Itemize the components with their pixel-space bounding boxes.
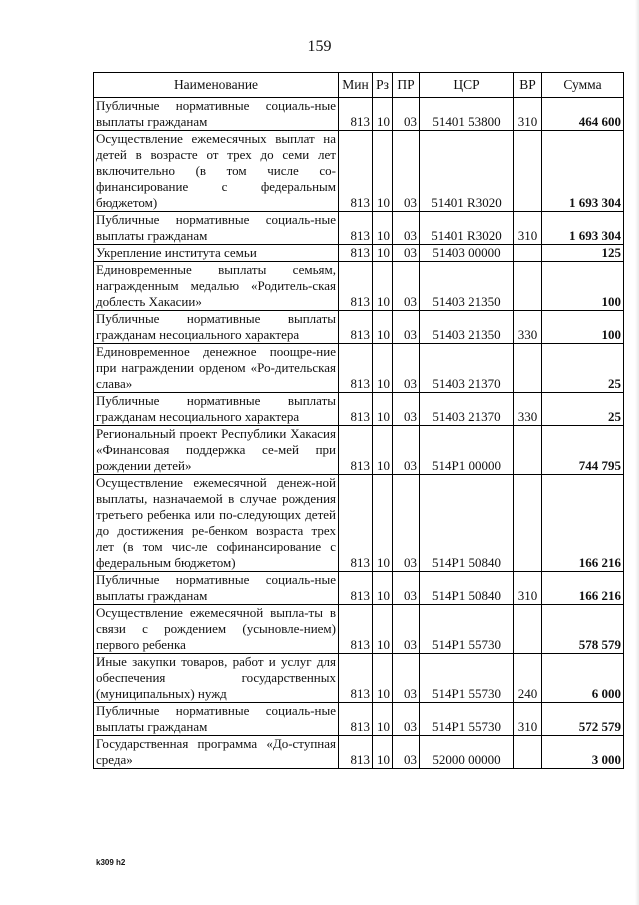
cell-name: Осуществление ежемесячных выплат на детей в возрасте от трех до семи лет включительно (в том числе со-финансирование с федеральным бюджетом) (94, 131, 339, 212)
table-row (94, 131, 624, 212)
table-row (94, 703, 624, 736)
cell-rz: 10 (373, 654, 393, 703)
header-sum: Сумма (542, 73, 624, 98)
cell-vr: 310 (514, 572, 542, 605)
cell-rz: 10 (373, 736, 393, 769)
cell-vr (514, 426, 542, 475)
cell-csr: 51403 21350 (420, 311, 514, 344)
cell-csr: 52000 00000 (420, 736, 514, 769)
cell-csr: 51403 00000 (420, 245, 514, 262)
cell-pr: 03 (393, 703, 420, 736)
cell-sum: 1 693 304 (542, 212, 624, 245)
cell-pr: 03 (393, 475, 420, 572)
cell-name: Публичные нормативные социаль-ные выплаты гражданам (94, 212, 339, 245)
cell-csr: 514P1 50840 (420, 572, 514, 605)
cell-vr: 330 (514, 311, 542, 344)
cell-min: 813 (339, 245, 373, 262)
cell-name: Укрепление института семьи (94, 245, 339, 262)
table-row (94, 605, 624, 654)
cell-min: 813 (339, 344, 373, 393)
table-row (94, 212, 624, 245)
cell-rz: 10 (373, 262, 393, 311)
cell-min: 813 (339, 475, 373, 572)
footer-code: k309 h2 (96, 858, 126, 867)
cell-sum: 3 000 (542, 736, 624, 769)
cell-name: Единовременные выплаты семьям, награжденным медалью «Родитель-ская доблесть Хакасии» (94, 262, 339, 311)
cell-name: Публичные нормативные выплаты гражданам несоциального характера (94, 393, 339, 426)
cell-vr: 310 (514, 212, 542, 245)
cell-name: Публичные нормативные выплаты гражданам несоциального характера (94, 311, 339, 344)
cell-pr: 03 (393, 605, 420, 654)
cell-pr: 03 (393, 245, 420, 262)
table-row (94, 344, 624, 393)
cell-min: 813 (339, 311, 373, 344)
table-row (94, 572, 624, 605)
cell-rz: 10 (373, 131, 393, 212)
cell-csr: 51401 R3020 (420, 131, 514, 212)
cell-name: Осуществление ежемесячной выпла-ты в связи с рождением (усыновле-нием) первого ребенка (94, 605, 339, 654)
cell-vr: 330 (514, 393, 542, 426)
cell-min: 813 (339, 703, 373, 736)
cell-vr (514, 475, 542, 572)
cell-vr (514, 344, 542, 393)
page-number: 159 (307, 38, 332, 55)
cell-csr: 514P1 00000 (420, 426, 514, 475)
cell-sum: 100 (542, 311, 624, 344)
cell-vr (514, 605, 542, 654)
table-row (94, 262, 624, 311)
cell-min: 813 (339, 393, 373, 426)
cell-csr: 514P1 55730 (420, 605, 514, 654)
table-row (94, 475, 624, 572)
cell-vr (514, 736, 542, 769)
header-csr: ЦСР (420, 73, 514, 98)
cell-name: Государственная программа «До-ступная среда» (94, 736, 339, 769)
cell-rz: 10 (373, 475, 393, 572)
table-row (94, 245, 624, 262)
cell-min: 813 (339, 736, 373, 769)
cell-rz: 10 (373, 311, 393, 344)
cell-pr: 03 (393, 262, 420, 311)
cell-pr: 03 (393, 654, 420, 703)
cell-vr: 310 (514, 703, 542, 736)
cell-min: 813 (339, 212, 373, 245)
cell-sum: 1 693 304 (542, 131, 624, 212)
cell-sum: 125 (542, 245, 624, 262)
cell-sum: 25 (542, 344, 624, 393)
cell-name: Публичные нормативные социаль-ные выплаты гражданам (94, 98, 339, 131)
cell-min: 813 (339, 605, 373, 654)
cell-vr (514, 262, 542, 311)
header-vr: ВР (514, 73, 542, 98)
table-row (94, 311, 624, 344)
cell-rz: 10 (373, 393, 393, 426)
table-row (94, 654, 624, 703)
cell-csr: 51401 R3020 (420, 212, 514, 245)
cell-sum: 166 216 (542, 475, 624, 572)
cell-name: Иные закупки товаров, работ и услуг для обеспечения государственных (муниципальных) нужд (94, 654, 339, 703)
cell-pr: 03 (393, 311, 420, 344)
cell-sum: 100 (542, 262, 624, 311)
cell-csr: 514P1 50840 (420, 475, 514, 572)
cell-vr (514, 131, 542, 212)
cell-vr: 240 (514, 654, 542, 703)
table-body (94, 98, 624, 769)
cell-rz: 10 (373, 245, 393, 262)
cell-sum: 572 579 (542, 703, 624, 736)
cell-pr: 03 (393, 212, 420, 245)
cell-sum: 166 216 (542, 572, 624, 605)
cell-pr: 03 (393, 98, 420, 131)
cell-vr (514, 245, 542, 262)
cell-pr: 03 (393, 426, 420, 475)
table-row (94, 393, 624, 426)
header-name: Наименование (94, 73, 339, 98)
cell-csr: 51403 21350 (420, 262, 514, 311)
cell-rz: 10 (373, 98, 393, 131)
cell-sum: 25 (542, 393, 624, 426)
cell-rz: 10 (373, 703, 393, 736)
cell-pr: 03 (393, 736, 420, 769)
cell-vr: 310 (514, 98, 542, 131)
cell-rz: 10 (373, 572, 393, 605)
cell-csr: 51403 21370 (420, 393, 514, 426)
table-row (94, 426, 624, 475)
table-row (94, 98, 624, 131)
table-header-row (94, 73, 624, 98)
cell-sum: 578 579 (542, 605, 624, 654)
cell-rz: 10 (373, 212, 393, 245)
cell-sum: 744 795 (542, 426, 624, 475)
scan-edge (635, 0, 639, 905)
cell-min: 813 (339, 426, 373, 475)
cell-pr: 03 (393, 393, 420, 426)
cell-min: 813 (339, 654, 373, 703)
cell-pr: 03 (393, 572, 420, 605)
cell-rz: 10 (373, 605, 393, 654)
cell-csr: 51403 21370 (420, 344, 514, 393)
header-min: Мин (339, 73, 373, 98)
cell-name: Публичные нормативные социаль-ные выплаты гражданам (94, 703, 339, 736)
cell-min: 813 (339, 262, 373, 311)
cell-min: 813 (339, 98, 373, 131)
cell-min: 813 (339, 131, 373, 212)
cell-name: Публичные нормативные социаль-ные выплаты гражданам (94, 572, 339, 605)
table-row (94, 736, 624, 769)
cell-csr: 51401 53800 (420, 98, 514, 131)
cell-min: 813 (339, 572, 373, 605)
cell-pr: 03 (393, 344, 420, 393)
cell-rz: 10 (373, 426, 393, 475)
header-pr: ПР (393, 73, 420, 98)
cell-name: Единовременное денежное поощре-ние при награждении орденом «Ро-дительская слава» (94, 344, 339, 393)
cell-sum: 464 600 (542, 98, 624, 131)
cell-rz: 10 (373, 344, 393, 393)
cell-csr: 514P1 55730 (420, 703, 514, 736)
cell-pr: 03 (393, 131, 420, 212)
cell-name: Региональный проект Республики Хакасия «Финансовая поддержка се-мей при рождении детей» (94, 426, 339, 475)
budget-table (93, 72, 624, 769)
cell-name: Осуществление ежемесячной денеж-ной выплаты, назначаемой в случае рождения третьего ребенка или по-следующих детей до достижения ре-бенком возраста трех лет (в том чис-ле софинансирование с федеральным бюджетом) (94, 475, 339, 572)
header-rz: Рз (373, 73, 393, 98)
cell-sum: 6 000 (542, 654, 624, 703)
cell-csr: 514P1 55730 (420, 654, 514, 703)
